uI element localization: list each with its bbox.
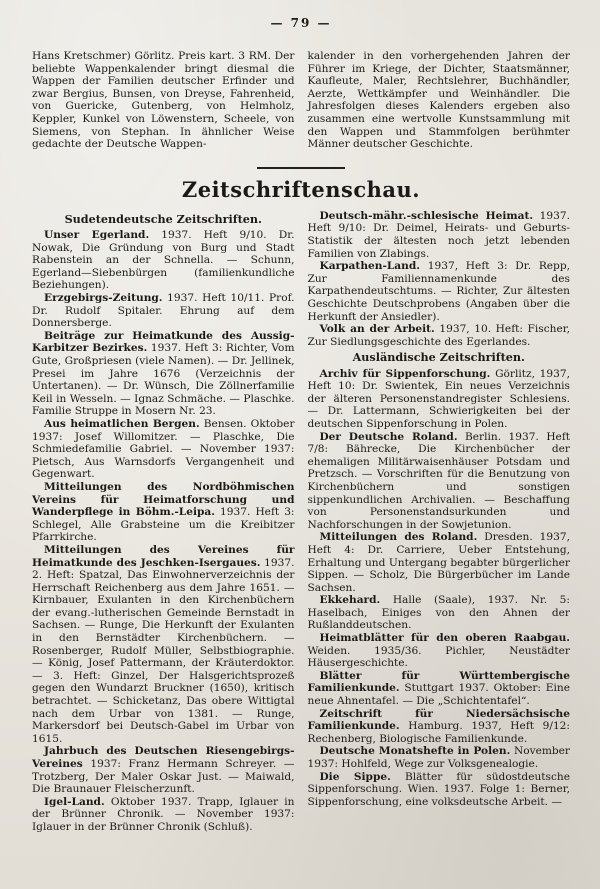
journal-entry: [32, 229, 295, 292]
journal-title: Archiv für Sippenforschung.: [319, 367, 491, 380]
journal-title: Die Sippe.: [319, 770, 391, 783]
journal-entry-text: Weiden. 1935/36. Pichler, Neustädter Häusergeschichte.: [307, 644, 570, 670]
subheading-auslaendische: Ausländische Zeitschriften.: [352, 350, 525, 365]
continuation-section: [32, 50, 570, 151]
journal-title: Zeitschrift für Niedersächsische Familienkunde.: [307, 707, 570, 733]
journal-entry-text: 1937, Heft 3: Dr. Repp, Zur Familiennamenkunde des Karpathendeutschtums. — Richter, Zur ältesten Geschichte Deutschprobens (Angaben über die Herkunft der Ansiedler).: [307, 260, 570, 323]
subheading-sudetendeutsche: Sudetendeutsche Zeitschriften.: [64, 211, 262, 226]
journal-columns: [32, 210, 570, 834]
journal-entry-text: Oktober 1937. Trapp, Iglauer in der Brünner Chronik. — November 1937: Iglauer in der Brünner Chronik (Schluß).: [32, 795, 295, 833]
journal-title: Erzgebirgs-Zeitung.: [44, 292, 163, 305]
journal-title: Aus heimatlichen Bergen.: [44, 417, 200, 430]
journal-title: Mitteilungen des Vereines für Heimatkunde des Jeschken-Isergaues.: [32, 543, 295, 569]
section-divider: [257, 167, 345, 169]
journal-entry-text: Bensen. Oktober 1937: Josef Willomitzer. — Plaschke, Die Schmiedefamilie Gabriel. — November 1937: Pietsch, Aus Warnsdorfs Vergangenheit und Gegenwart.: [32, 417, 295, 481]
journal-entry: [308, 260, 571, 323]
journal-title: Der Deutsche Roland.: [319, 430, 458, 443]
journal-title: Mitteilungen des Roland.: [319, 531, 478, 544]
journal-entry-text: 1937. Heft 10/11. Prof. Dr. Rudolf Spitaler. Ehrung auf dem Donnersberge.: [32, 292, 295, 330]
journal-entry-text: Hamburg. 1937, Heft 9/12: Rechenberg, Biologische Familienkunde.: [307, 720, 570, 745]
journal-entry: [32, 745, 295, 795]
journal-title: Unser Egerland.: [44, 229, 150, 242]
journal-entry-text: 1937. 2. Heft: Spatzal, Das Einwohnerverzeichnis der Herrschaft Reichenberg aus dem Jahre 1651. — Kirnbauer, Exulanten in den Kirchenbüchern der evang.-lutherischen Gemeinde Bernstadt in Sachsen. — Runge, Die Herkunft der Exulanten in den Bernstädter Kirchenbüchern. — Rosenberger, Rudolf Müller, Selbstbiographie. — König, Josef Pattermann, der Kräuterdoktor. — 3. Heft: Ginzel, Der Halsgerichtsprozeß gegen den Wundarzt Bruckner (1650), kritisch betrachtet. — Schicketanz, Das obere Wittigtal nach dem Urbar von 1381. — Runge, Markersdorf bei Deutsch-Gabel im Urbar von 1615.: [32, 556, 295, 745]
continuation-right: kalender in den vorhergehenden Jahren der Führer im Kriege, der Dichter, Staatsmänner, Kaufleute, Maler, Rechtslehrer, Buchhändler, Aerzte, Wettkämpfer und Weinhändler. Die Jahresfolgen dieses Kalenders ergeben also zusammen eine wertvolle Kunstsammlung mit den Wappen und Stammfolgen berühmter Männer deutscher Geschichte.: [307, 50, 570, 151]
journal-title: Ekkehard.: [319, 594, 381, 607]
journal-entry: [32, 292, 295, 330]
journal-entry-text: Görlitz, 1937, Heft 10: Dr. Swientek, Ein neues Verzeichnis der älteren Personenstandregister Schlesiens. — Dr. Lattermann, Schwierigkeiten bei der deutschen Sippenforschung in Polen.: [307, 367, 571, 430]
journal-entry-text: 1937: Franz Hermann Schreyer. — Trotzberg, Der Maler Oskar Just. — Maiwald, Die Braunauer Fleischerzunft.: [32, 758, 295, 796]
journal-entry: [32, 796, 295, 834]
journal-entry: [308, 323, 571, 348]
journal-title: Deutsch-mähr.-schlesische Heimat.: [319, 209, 534, 222]
continuation-left: Hans Kretschmer) Görlitz. Preis kart. 3 RM. Der beliebte Wappenkalender bringt diesmal die Wappen der Familien deutscher Erfinder und zwar Bergius, Bunsen, von Dreyse, Fahrenheid, von Guericke, Gutenberg, von Helmholz, Keppler, Kunkel von Löwenstern, Scheele, von Siemens, von Stephan. In ähnlicher Weise gedachte der Deutsche Wappen-: [32, 50, 295, 151]
journal-entry-text: 1937. Heft 9/10. Dr. Nowak, Die Gründung von Burg und Stadt Rabenstein an der Schnella. — Schunn, Egerland—Siebenbürgen (familienkundliche Beziehungen).: [32, 229, 295, 292]
journal-title: Volk an der Arbeit.: [319, 323, 435, 336]
journal-entry: [32, 544, 295, 746]
journal-entry-text: Blätter für südostdeutsche Sippenforschung. Wien. 1937. Folge 1: Berner, Sippenforschung, eine volksdeutsche Arbeit. —: [307, 770, 571, 808]
journal-entry: [308, 771, 571, 809]
journal-entry-text: 1937. Heft 3: Schlegel, Alle Grabsteine um die Kreibitzer Pfarrkirche.: [32, 506, 295, 544]
left-column: [32, 210, 295, 834]
journal-entry-text: Berlin. 1937. Heft 7/8: Bährecke, Die Kirchenbücher der ehemaligen Militärwaisenhäuser Potsdam und Pretzsch. — Vorschriften für die Benutzung von Kirchenbüchern und sonstigen sippenkundlichen Archivalien. — Beschaffung von Personenstandsurkunden und Nachforschungen in der Sowjetunion.: [307, 430, 570, 531]
journal-entry: [308, 531, 571, 594]
journal-entry: [308, 368, 571, 431]
journal-title: Deutsche Monatshefte in Polen.: [319, 745, 511, 758]
journal-entry: [308, 431, 571, 532]
journal-entry-text: 1937. Heft 3: Richter, Vom Gute, Großpriesen (viele Namen). — Dr. Jellinek, Presei im Jahre 1676 (Verzeichnis der Untertanen). — Dr. Wünsch, Die Zöllnerfamilie Keil in Wesseln. — Ignaz Schmäche. — Plaschke. Familie Struppe in Mosern Nr. 23.: [32, 342, 295, 418]
page-number: — 79 —: [270, 16, 332, 30]
journal-title: Blätter für Württembergische Familienkunde.: [307, 669, 570, 695]
journal-entry: [308, 594, 571, 632]
journal-title: Igel-Land.: [44, 795, 105, 808]
right-column: [308, 210, 571, 834]
journal-entry-text: Halle (Saale), 1937. Nr. 5: Haselbach, Einiges von den Ahnen der Rußlanddeutschen.: [307, 594, 570, 632]
journal-entry-text: Dresden. 1937, Heft 4: Dr. Carriere, Ueber Entstehung, Erhaltung und Untergang begabter bürgerlicher Sippen. — Scholz, Die Bürgerbücher im Lande Sachsen.: [307, 531, 571, 594]
journal-title: Karpathen-Land.: [319, 260, 420, 273]
section-title: Zeitschriftenschau.: [181, 176, 421, 202]
journal-entry: [32, 481, 295, 544]
journal-entry-text: 1937, 10. Heft: Fischer, Zur Siedlungsgeschichte des Egerlandes.: [307, 323, 570, 348]
journal-entry: [308, 210, 571, 260]
journal-title: Beiträge zur Heimatkunde des Aussig-Karbitzer Bezirkes.: [32, 329, 295, 355]
journal-entry: [32, 330, 295, 418]
journal-title: Mitteilungen des Nordböhmischen Vereins für Heimatforschung und Wanderpflege in Böhm.-Leipa.: [32, 480, 295, 519]
journal-entry-text: November 1937: Hohlfeld, Wege zur Volksgenealogie.: [307, 745, 570, 771]
journal-entry: [308, 745, 571, 770]
journal-entry: [32, 418, 295, 481]
journal-title: Jahrbuch des Deutschen Riesengebirgs-Vereines: [32, 745, 295, 771]
journal-entry: [308, 708, 571, 746]
journal-entry: [308, 670, 571, 708]
journal-title: Heimatblätter für den oberen Raabgau.: [319, 632, 570, 645]
journal-entry: [308, 632, 571, 670]
journal-entry-text: Stuttgart 1937. Oktober: Eine neue Ahnentafel. — Die „Schichtentafel“.: [307, 682, 571, 708]
journal-entry-text: 1937. Heft 9/10: Dr. Deimel, Heirats- und Geburts-Statistik der ältesten noch jetzt lebenden Familien von Zlabings.: [307, 209, 570, 260]
